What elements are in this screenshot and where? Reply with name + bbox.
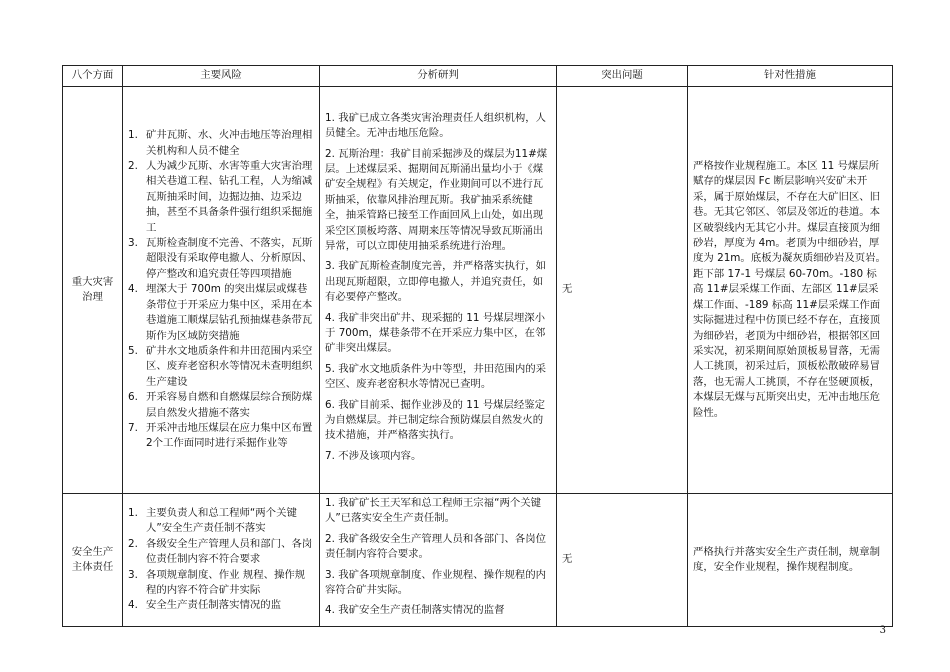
- aspect-cell: 安全生产主体责任: [63, 494, 123, 627]
- measures-cell: [688, 494, 893, 627]
- measures-text: 严格按作业规程施工。本区 11 号煤层所赋存的煤层因 Fc 断层影响兴安矿未开采，属于原始煤层，不存在大矿旧区、旧巷。无其它邻区、邻层及邻近的巷道。本区破裂线内无其它小井。煤层直接顶为细砂岩，厚度为 4m。老顶为中细砂岩，厚度为 21m。底板为凝灰质细砂岩及页岩。距下部 17-1 号煤层 60-70m。-180 标高 11#层采煤工作面、左部区 11#层采煤工作面、-189 标高 11#层采煤工作面实际掘进过程中仿顶已经不存在，直接顶为细砂岩，老顶为中细砂岩，根据邻区回采实况，初采期间原始顶板易冒落，无需人工挑顶，初采过后，顶板松散破碎易冒落，也无需人工挑顶，不存在竖硬顶板，本煤层无煤与瓦斯突出史，无冲击地压危险性。: [693, 160, 886, 419]
- header-analysis: 分析研判: [320, 66, 557, 87]
- header-risks: 主要风险: [123, 66, 320, 87]
- analysis-paragraph: 2. 瓦斯治理：我矿目前采掘涉及的煤层为11#煤层。上述煤层采、掘期间瓦斯涌出量均小于《煤矿安全规程》有关规定，作业期间可以不进行瓦斯抽采，依靠风排治理瓦斯。我矿抽采系统健全，抽采管路已接至工作面回风上山处，如出现采空区顶板垮落、周期来压等情况导致瓦斯涌出异常，可以立即使用抽采系统进行治理。: [325, 147, 548, 252]
- header-measures: 针对性措施: [688, 66, 893, 87]
- analysis-paragraph: 5. 我矿水文地质条件为中等型，井田范围内的采空区、废弃老窑积水等情况已查明。: [325, 362, 547, 391]
- risk-list: [128, 506, 314, 614]
- measures-cell: [688, 87, 893, 494]
- header-issue: 突出问题: [557, 66, 688, 87]
- list-item: 6. 开采容易自燃和自燃煤层综合预防煤层自然发火措施不落实: [128, 391, 313, 419]
- issue-cell: 无: [557, 87, 688, 494]
- list-item: 4. 安全生产责任制落实情况的监: [128, 599, 282, 612]
- analysis-paragraph: 4. 我矿非突出矿井、现采掘的 11 号煤层埋深小于 700m，煤巷条带不在开采应力集中区，在邻矿非突出煤层。: [325, 311, 546, 355]
- analysis-cell: [320, 87, 557, 494]
- table-row: [63, 87, 893, 494]
- list-item: 1. 主要负责人和总工程师“两个关键人”安全生产责任制不落实: [128, 507, 297, 535]
- analysis-paragraph: 3. 我矿瓦斯检查制度完善，并严格落实执行，如出现瓦斯超限，立即停电撤人，并追究责任，如有必要停产整改。: [325, 260, 547, 304]
- page-number: 3: [879, 625, 886, 636]
- list-item: 2. 各级安全生产管理人员和部门、各岗位责任制内容不符合要求: [128, 537, 313, 566]
- analysis-paragraph: 3. 我矿各项规章制度、作业规程、操作规程的内容符合矿井实际。: [325, 568, 547, 597]
- list-item: 4. 埋深大于 700m 的突出煤层或煤巷条带位于开采应力集中区，采用在本巷道施工顺煤层钻孔预抽煤巷条带瓦斯作为区域防突措施: [128, 283, 313, 342]
- analysis-paragraph: 1. 我矿矿长王天军和总工程师王宗福“两个关键人”已落实安全生产责任制。: [325, 497, 542, 525]
- measures-text: 严格执行并落实安全生产责任制，规章制度，安全作业规程，操作规程制度。: [693, 545, 881, 573]
- table-row: [63, 494, 893, 627]
- list-item: 7. 开采冲击地压煤层在应力集中区布置2个工作面同时进行采掘作业等: [128, 421, 313, 450]
- risk-list: [128, 128, 314, 452]
- list-item: 3. 瓦斯检查制度不完善、不落实，瓦斯超限没有采取停电撤人、分析原因、停产整改和追究责任等四项措施: [128, 237, 313, 280]
- analysis-paragraph: 1. 我矿已成立各类灾害治理责任人组织机构，人员健全。无冲击地压危险。: [325, 111, 547, 140]
- analysis-paragraph: 6. 我矿目前采、掘作业涉及的 11 号煤层经鉴定为自燃煤层。并已制定综合预防煤层自然发火的技术措施，并严格落实执行。: [325, 398, 546, 442]
- list-item: 1. 矿井瓦斯、水、火冲击地压等治理相关机构和人员不健全: [128, 129, 313, 157]
- issue-cell: 无: [557, 494, 688, 627]
- list-item: 3. 各项规章制度、作业 规程、操作规程的内容不符合矿井实际: [128, 568, 306, 597]
- risks-cell: [123, 494, 320, 627]
- risk-analysis-table: [62, 65, 893, 627]
- table-header-row: [63, 66, 893, 87]
- list-item: 5. 矿井水文地质条件和井田范围内采空区、废弃老窑积水等情况未查明组织生产建设: [128, 344, 313, 388]
- analysis-cell: [320, 494, 557, 627]
- header-aspect: 八个方面: [63, 66, 123, 87]
- risks-cell: [123, 87, 320, 494]
- aspect-cell: 重大灾害治理: [63, 87, 123, 494]
- analysis-paragraph: 4. 我矿安全生产责任制落实情况的监督: [325, 604, 505, 617]
- analysis-paragraph: 2. 我矿各级安全生产管理人员和各部门、各岗位责任制内容符合要求。: [325, 532, 547, 561]
- analysis-paragraph: 7. 不涉及该项内容。: [325, 449, 422, 462]
- list-item: 2. 人为减少瓦斯、水害等重大灾害治理相关巷道工程、钻孔工程，人为缩减瓦斯抽采时间，边掘边抽、边采边抽，甚至不具备条件强行组织采掘施工: [128, 160, 313, 234]
